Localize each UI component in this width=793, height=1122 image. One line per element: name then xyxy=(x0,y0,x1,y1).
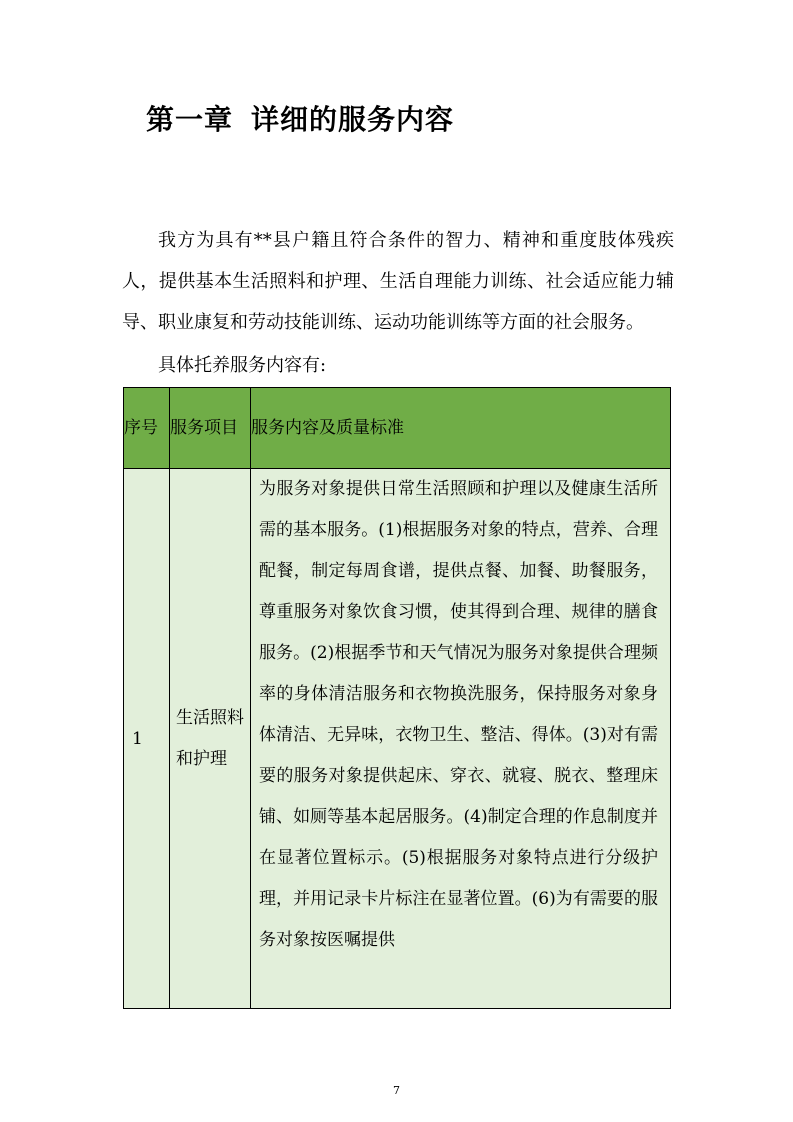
header-content: 服务内容及质量标准 xyxy=(251,388,671,469)
service-table xyxy=(123,387,671,1009)
row-number: 1 xyxy=(124,469,170,1009)
chapter-label: 第一章 xyxy=(146,103,234,136)
intro-lead: 具体托养服务内容有: xyxy=(158,355,327,376)
page-number: 7 xyxy=(393,1084,400,1097)
table-header-row xyxy=(124,388,671,469)
table-row xyxy=(124,469,671,1009)
chapter-title xyxy=(146,100,454,140)
intro-paragraph: 我方为具有**县户籍且符合条件的智力、精神和重度肢体残疾人，提供基本生活照料和护理、生活自理能力训练、社会适应能力辅导、职业康复和劳动技能训练、运动功能训练等方面的社会服务。 xyxy=(122,230,674,333)
header-item: 服务项目 xyxy=(170,388,251,469)
row-item: 生活照料和护理 xyxy=(170,469,251,1009)
chapter-heading: 详细的服务内容 xyxy=(251,103,455,136)
row-content: 为服务对象提供日常生活照顾和护理以及健康生活所需的基本服务。(1)根据服务对象的特点，营养、合理配餐，制定每周食谱，提供点餐、加餐、助餐服务，尊重服务对象饮食习惯，使其得到合理、规律的膳食服务。(2)根据季节和天气情况为服务对象提供合理频率的身体清洁服务和衣物换洗服务，保持服务对象身体清洁、无异味，衣物卫生、整洁、得体。(3)对有需要的服务对象提供起床、穿衣、就寝、脱衣、整理床铺、如厕等基本起居服务。(4)制定合理的作息制度并在显著位置标示。(5)根据服务对象特点进行分级护理，并用记录卡片标注在显著位置。(6)为有需要的服务对象按医嘱提供 xyxy=(251,469,671,1009)
header-no: 序号 xyxy=(124,388,170,469)
